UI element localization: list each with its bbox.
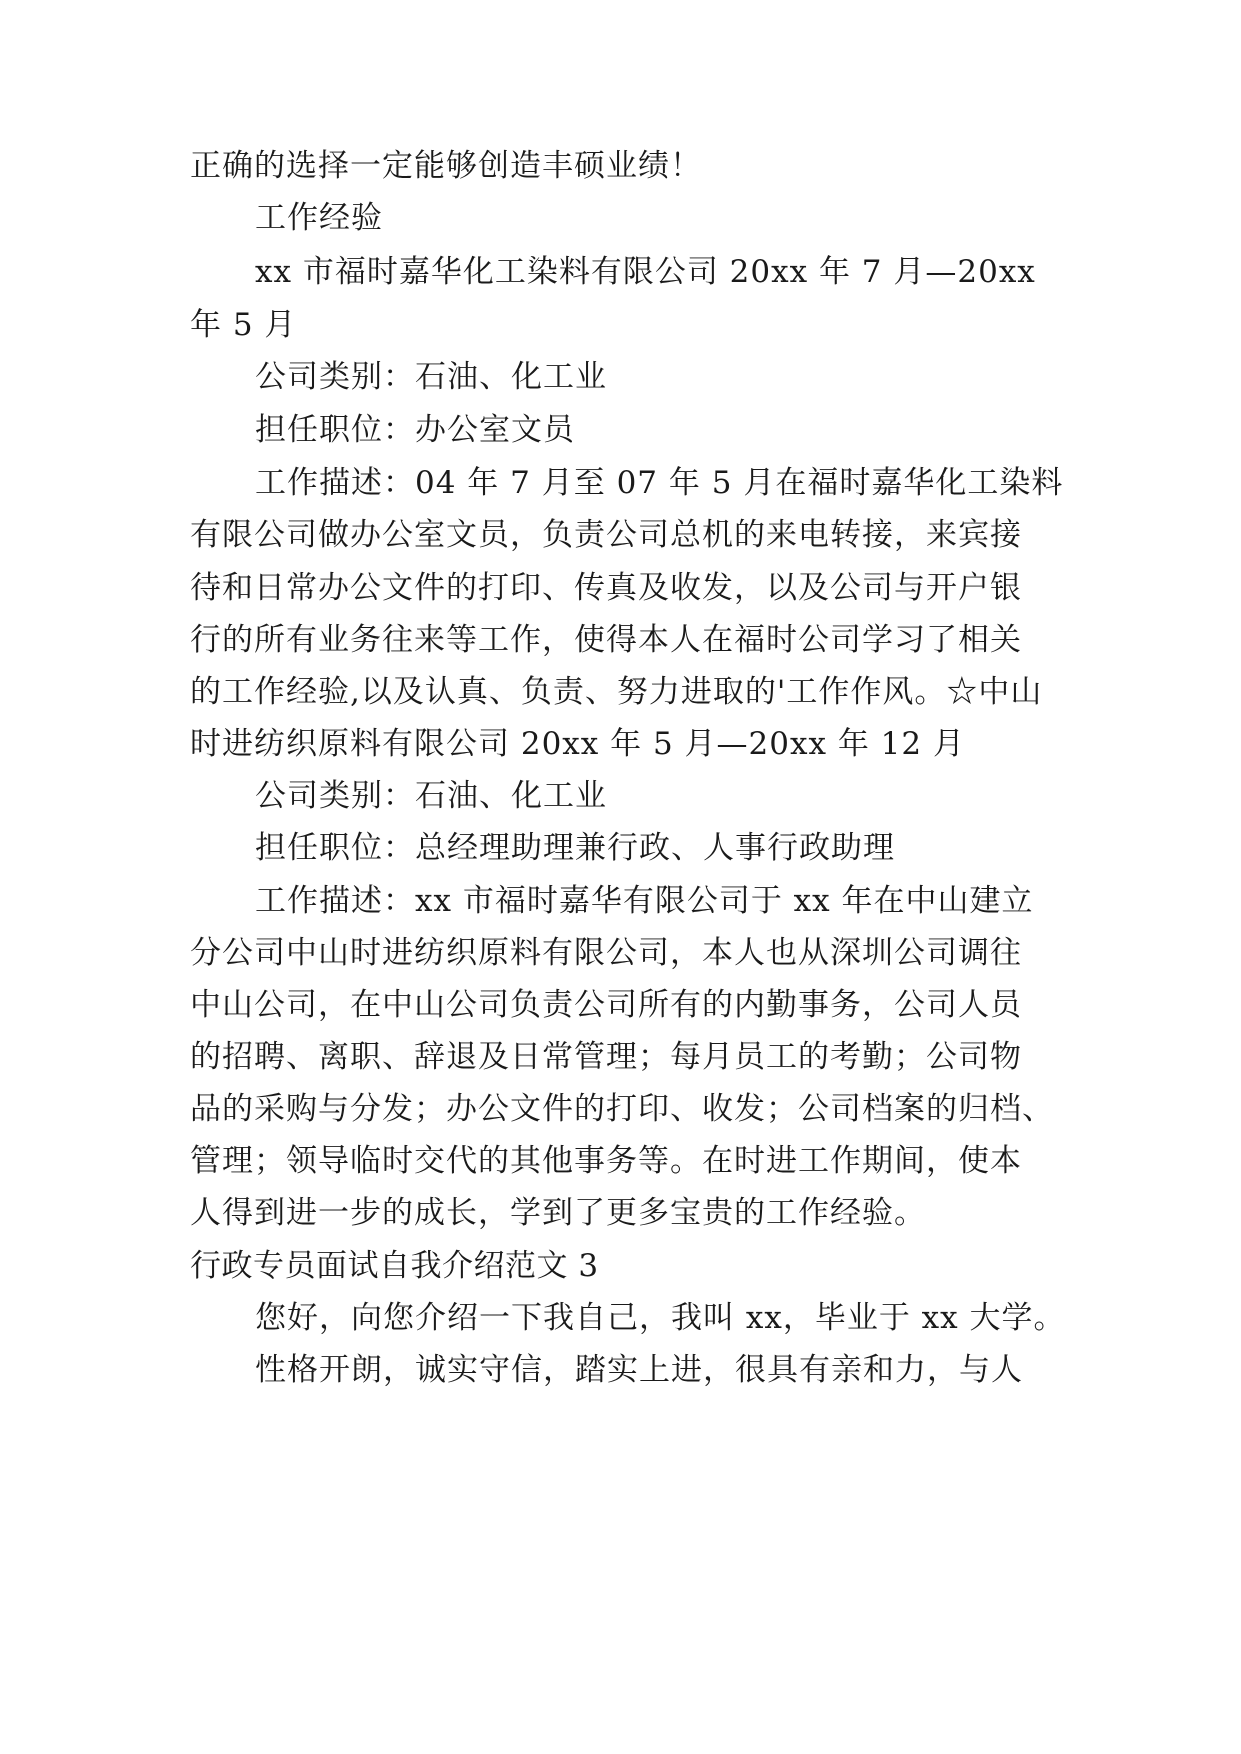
text-line: 中山公司，在中山公司负责公司所有的内勤事务，公司人员 <box>190 987 1022 1023</box>
text-line: 时进纺织原料有限公司 20xx 年 5 月—20xx 年 12 月 <box>190 726 965 762</box>
text-line: 公司类别：石油、化工业 <box>255 778 607 814</box>
text-line: 工作描述：xx 市福时嘉华有限公司于 xx 年在中山建立 <box>255 883 1034 919</box>
section-heading: 工作经验 <box>255 200 383 236</box>
text-line: 工作描述：04 年 7 月至 07 年 5 月在福时嘉华化工染料 <box>255 465 1064 501</box>
section-title: 行政专员面试自我介绍范文 3 <box>190 1248 599 1284</box>
text-line: 年 5 月 <box>190 307 297 343</box>
text-line: 您好，向您介绍一下我自己，我叫 xx，毕业于 xx 大学。 <box>255 1300 1066 1336</box>
text-line: 有限公司做办公室文员，负责公司总机的来电转接，来宾接 <box>190 517 1022 553</box>
text-line: 公司类别：石油、化工业 <box>255 359 607 395</box>
text-line: 行的所有业务往来等工作，使得本人在福时公司学习了相关 <box>190 622 1022 658</box>
text-line: 品的采购与分发；办公文件的打印、收发；公司档案的归档、 <box>190 1091 1054 1127</box>
text-line: 待和日常办公文件的打印、传真及收发，以及公司与开户银 <box>190 570 1022 606</box>
text-line: 分公司中山时进纺织原料有限公司，本人也从深圳公司调往 <box>190 935 1022 971</box>
text-line: 的招聘、离职、辞退及日常管理；每月员工的考勤；公司物 <box>190 1039 1022 1075</box>
text-line: 管理；领导临时交代的其他事务等。在时进工作期间，使本 <box>190 1143 1022 1179</box>
text-line: 担任职位：总经理助理兼行政、人事行政助理 <box>255 830 895 866</box>
text-line: xx 市福时嘉华化工染料有限公司 20xx 年 7 月—20xx <box>255 254 1036 290</box>
text-line: 性格开朗，诚实守信，踏实上进，很具有亲和力，与人 <box>255 1352 1023 1388</box>
text-line: 担任职位：办公室文员 <box>255 412 575 448</box>
text-line: 正确的选择一定能够创造丰硕业绩！ <box>190 148 702 184</box>
text-line: 的工作经验,以及认真、负责、努力进取的'工作作风。☆中山 <box>190 674 1043 710</box>
text-line: 人得到进一步的成长，学到了更多宝贵的工作经验。 <box>190 1195 926 1231</box>
